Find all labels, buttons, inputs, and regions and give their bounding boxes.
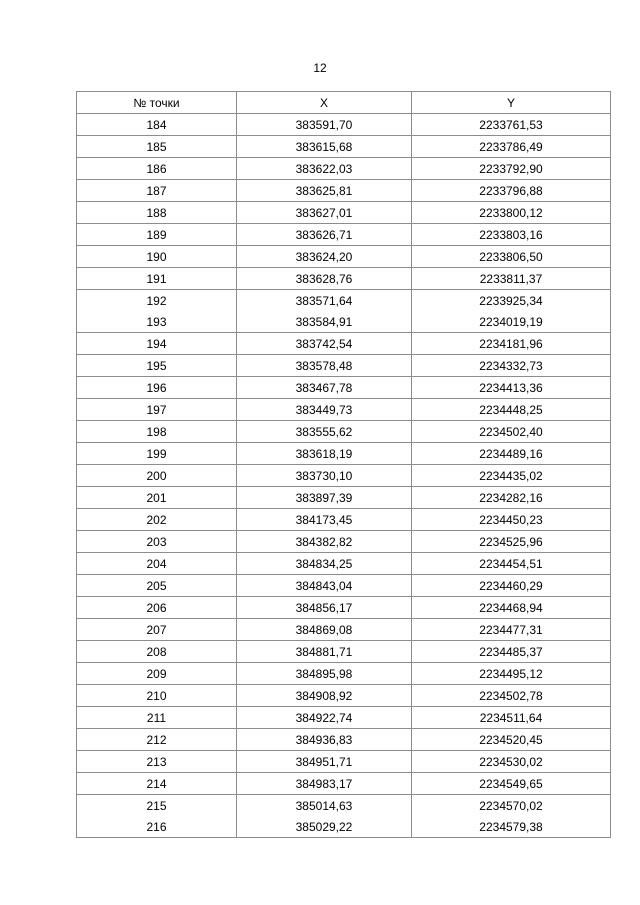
table-row (77, 311, 611, 333)
cell-x: 383584,91 (237, 311, 412, 333)
cell-point-number: 195 (77, 355, 237, 377)
cell-y: 2233800,12 (412, 202, 611, 224)
cell-y: 2234450,23 (412, 509, 611, 531)
cell-point-number: 191 (77, 268, 237, 290)
cell-y: 2234549,65 (412, 773, 611, 795)
cell-point-number: 206 (77, 597, 237, 619)
cell-point-number: 208 (77, 641, 237, 663)
table-row (77, 619, 611, 641)
cell-point-number: 200 (77, 465, 237, 487)
cell-y: 2234460,29 (412, 575, 611, 597)
table-row (77, 509, 611, 531)
cell-x: 384922,74 (237, 707, 412, 729)
cell-x: 383626,71 (237, 224, 412, 246)
cell-y: 2234454,51 (412, 553, 611, 575)
cell-y: 2234477,31 (412, 619, 611, 641)
cell-point-number: 213 (77, 751, 237, 773)
cell-y: 2234413,36 (412, 377, 611, 399)
table-row (77, 553, 611, 575)
table-row (77, 180, 611, 202)
cell-x: 383591,70 (237, 114, 412, 136)
table-row (77, 816, 611, 838)
cell-y: 2234579,38 (412, 816, 611, 838)
cell-y: 2233803,16 (412, 224, 611, 246)
cell-point-number: 214 (77, 773, 237, 795)
cell-y: 2233796,88 (412, 180, 611, 202)
cell-point-number: 204 (77, 553, 237, 575)
cell-x: 383628,76 (237, 268, 412, 290)
cell-y: 2234502,40 (412, 421, 611, 443)
table-row (77, 114, 611, 136)
table-row (77, 399, 611, 421)
cell-point-number: 211 (77, 707, 237, 729)
cell-y: 2233925,34 (412, 290, 611, 312)
cell-x: 383624,20 (237, 246, 412, 268)
cell-x: 383622,03 (237, 158, 412, 180)
cell-point-number: 210 (77, 685, 237, 707)
cell-point-number: 202 (77, 509, 237, 531)
cell-y: 2234435,02 (412, 465, 611, 487)
cell-x: 383625,81 (237, 180, 412, 202)
cell-x: 383742,54 (237, 333, 412, 355)
table-row (77, 487, 611, 509)
cell-point-number: 198 (77, 421, 237, 443)
cell-y: 2233806,50 (412, 246, 611, 268)
table-row (77, 421, 611, 443)
cell-point-number: 193 (77, 311, 237, 333)
cell-point-number: 189 (77, 224, 237, 246)
cell-y: 2234332,73 (412, 355, 611, 377)
cell-point-number: 184 (77, 114, 237, 136)
cell-x: 385014,63 (237, 795, 412, 817)
cell-point-number: 199 (77, 443, 237, 465)
table-row (77, 246, 611, 268)
cell-point-number: 209 (77, 663, 237, 685)
table-row (77, 443, 611, 465)
cell-x: 383615,68 (237, 136, 412, 158)
cell-x: 383618,19 (237, 443, 412, 465)
table-row (77, 224, 611, 246)
page-number: 12 (313, 61, 327, 75)
table-row (77, 158, 611, 180)
coordinates-table (76, 91, 611, 838)
cell-x: 383627,01 (237, 202, 412, 224)
table-row (77, 751, 611, 773)
cell-point-number: 186 (77, 158, 237, 180)
table-row (77, 663, 611, 685)
table-row (77, 597, 611, 619)
header-x: X (237, 92, 412, 114)
table-row (77, 707, 611, 729)
table-row (77, 795, 611, 817)
table-row (77, 773, 611, 795)
cell-x: 384908,92 (237, 685, 412, 707)
cell-x: 384173,45 (237, 509, 412, 531)
cell-x: 384936,83 (237, 729, 412, 751)
cell-x: 384951,71 (237, 751, 412, 773)
cell-x: 384869,08 (237, 619, 412, 641)
cell-y: 2233761,53 (412, 114, 611, 136)
cell-x: 383449,73 (237, 399, 412, 421)
cell-x: 384382,82 (237, 531, 412, 553)
cell-x: 385029,22 (237, 816, 412, 838)
cell-x: 383467,78 (237, 377, 412, 399)
cell-y: 2234502,78 (412, 685, 611, 707)
cell-y: 2234489,16 (412, 443, 611, 465)
table-row (77, 136, 611, 158)
cell-point-number: 216 (77, 816, 237, 838)
table-row (77, 729, 611, 751)
cell-point-number: 207 (77, 619, 237, 641)
cell-x: 383578,48 (237, 355, 412, 377)
cell-point-number: 203 (77, 531, 237, 553)
table-header-row (77, 92, 611, 114)
table-row (77, 355, 611, 377)
cell-y: 2234468,94 (412, 597, 611, 619)
cell-y: 2234019,19 (412, 311, 611, 333)
cell-point-number: 187 (77, 180, 237, 202)
cell-x: 384895,98 (237, 663, 412, 685)
cell-y: 2234485,37 (412, 641, 611, 663)
cell-x: 383571,64 (237, 290, 412, 312)
table-row (77, 641, 611, 663)
table-row (77, 290, 611, 312)
cell-point-number: 196 (77, 377, 237, 399)
cell-y: 2233811,37 (412, 268, 611, 290)
cell-x: 383730,10 (237, 465, 412, 487)
cell-x: 384843,04 (237, 575, 412, 597)
cell-point-number: 197 (77, 399, 237, 421)
table-row (77, 268, 611, 290)
cell-point-number: 190 (77, 246, 237, 268)
cell-y: 2234570,02 (412, 795, 611, 817)
header-point-number: № точки (77, 92, 237, 114)
cell-point-number: 215 (77, 795, 237, 817)
cell-y: 2234511,64 (412, 707, 611, 729)
cell-y: 2234282,16 (412, 487, 611, 509)
table-row (77, 575, 611, 597)
cell-x: 383555,62 (237, 421, 412, 443)
cell-x: 384881,71 (237, 641, 412, 663)
cell-y: 2234520,45 (412, 729, 611, 751)
table-row (77, 202, 611, 224)
header-y: Y (412, 92, 611, 114)
cell-point-number: 188 (77, 202, 237, 224)
table-row (77, 685, 611, 707)
cell-y: 2234495,12 (412, 663, 611, 685)
cell-y: 2234530,02 (412, 751, 611, 773)
cell-y: 2234525,96 (412, 531, 611, 553)
cell-x: 383897,39 (237, 487, 412, 509)
cell-point-number: 192 (77, 290, 237, 312)
cell-point-number: 185 (77, 136, 237, 158)
cell-point-number: 201 (77, 487, 237, 509)
cell-point-number: 194 (77, 333, 237, 355)
table-row (77, 377, 611, 399)
cell-y: 2234448,25 (412, 399, 611, 421)
table-row (77, 465, 611, 487)
cell-x: 384834,25 (237, 553, 412, 575)
cell-point-number: 212 (77, 729, 237, 751)
cell-x: 384983,17 (237, 773, 412, 795)
cell-y: 2233786,49 (412, 136, 611, 158)
cell-y: 2233792,90 (412, 158, 611, 180)
cell-x: 384856,17 (237, 597, 412, 619)
table-row (77, 333, 611, 355)
table-body (77, 114, 611, 838)
cell-point-number: 205 (77, 575, 237, 597)
cell-y: 2234181,96 (412, 333, 611, 355)
table-row (77, 531, 611, 553)
